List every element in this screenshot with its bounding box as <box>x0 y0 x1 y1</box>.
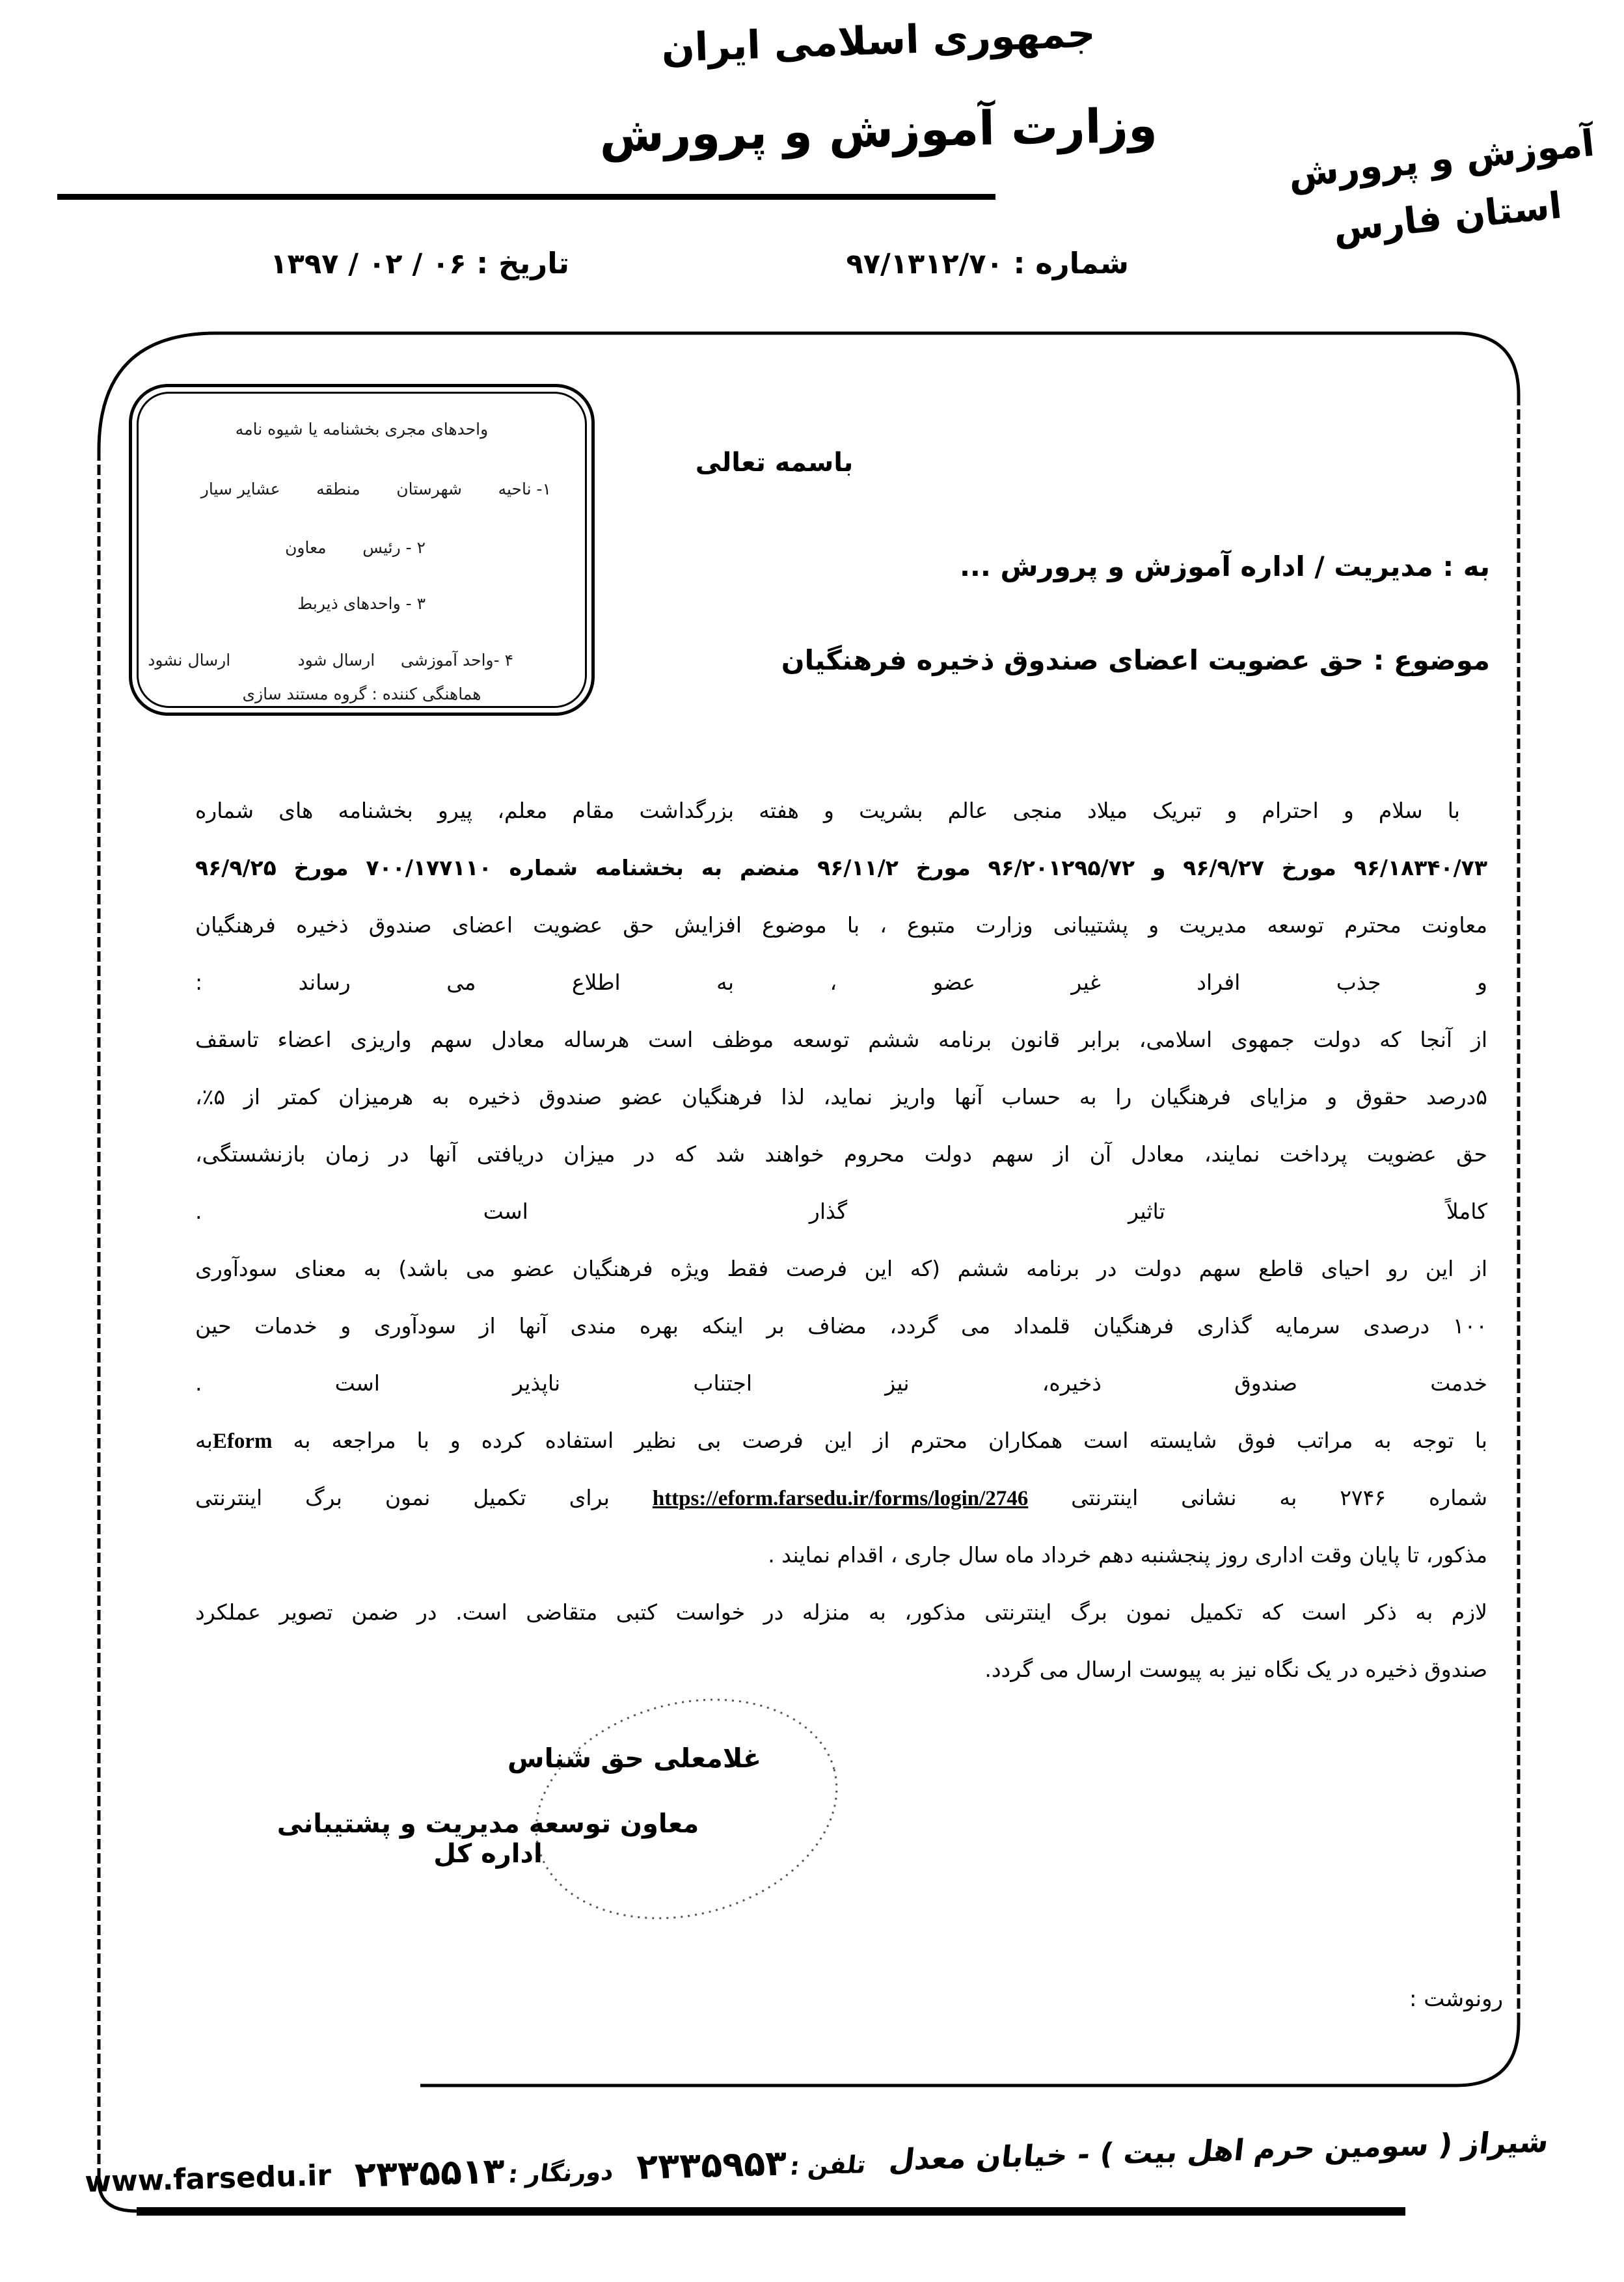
letter-number <box>846 246 1130 280</box>
letter-number-value: ۹۷/۱۳۱۲/۷۰ <box>846 248 1003 280</box>
body-line-circular-numbers: ۹۶/۱۸۳۴۰/۷۳ مورخ ۹۶/۹/۲۷ و ۹۶/۲۰۱۲۹۵/۷۲ مورخ ۹۶/۱۱/۲ منضم به بخشنامه شماره ۷۰۰/۱۷۷۱۱۰ مورخ ۹۶/۹/۲۵ <box>195 855 1487 880</box>
stamp-row-chief: ۲ - رئیس معاون <box>285 538 426 557</box>
letter-number-label: شماره : <box>1013 246 1129 280</box>
stamp-title: واحدهای مجری بخشنامه یا شیوه نامه <box>235 420 489 439</box>
ministry-title: وزارت آموزش و پرورش <box>599 98 1158 163</box>
url-line-post: برای تکمیل نمون برگ اینترنتی <box>195 1485 653 1510</box>
province-line2: استان فارس <box>1331 184 1564 251</box>
body-line: ۵درصد حقوق و مزایای فرهنگیان را به حساب آنها واریز نماید، لذا فرهنگیان عضو صندوق ذخیره به هرمیزان کمتر از ۵٪، <box>195 1084 1487 1109</box>
body-line: لازم به ذکر است که تکمیل نمون برگ اینترنتی مذکور، به منزله در خواست کتبی متقاضی است. در ضمن تصویر عملکرد <box>195 1599 1487 1625</box>
eform-url-link[interactable]: https://eform.farsedu.ir/forms/login/2746 <box>652 1487 1029 1510</box>
signatory-name: غلامعلی حق شناس <box>508 1743 761 1774</box>
footer-fax-label: دورنگار : <box>506 2157 615 2188</box>
eform-system-name: Eform <box>212 1430 273 1453</box>
body-line: صندوق ذخیره در یک نگاه نیز به پیوست ارسال می گردد. <box>984 1657 1487 1682</box>
letter-date <box>270 246 569 280</box>
body-line: و جذب افراد غیر عضو ، به اطلاع می رساند : <box>195 970 1487 995</box>
subject-line: موضوع : حق عضویت اعضای صندوق ذخیره فرهنگیان <box>781 644 1490 676</box>
body-line: کاملاً تاثیر گذار است . <box>195 1199 1487 1224</box>
url-line-pre: شماره ۲۷۴۶ به نشانی اینترنتی <box>1028 1485 1487 1510</box>
body-line: از آنجا که دولت جمهوی اسلامی، برابر قانون برنامه ششم توسعه موظف است هرساله معادل سهم واریزی اعضاء تاسقف <box>195 1027 1487 1052</box>
body-line: حق عضویت پرداخت نمایند، معادل آن از سهم دولت محروم خواهند شد که در میزان دریافتی آنها در زمان بازنشستگی، <box>195 1141 1487 1167</box>
letter-date-value: ۱۳۹۷ / ۰۲ / ۰۶ <box>270 248 467 280</box>
footer-phone-value: ۲۳۳۵۹۵۳ <box>636 2141 787 2188</box>
province-line1: آموزش و پرورش <box>1286 122 1597 197</box>
eform-line-pre: با توجه به مراتب فوق شایسته است همکاران محترم از این فرصت بی نظیر استفاده کرده و با مراجعه به <box>272 1428 1487 1453</box>
eform-line-post: به <box>195 1428 213 1453</box>
cc-label: رونوشت : <box>1409 1986 1503 2012</box>
footer-address: شیراز ( سومین حرم اهل بیت ) - خیابان معدل <box>887 2123 1550 2177</box>
body-line: ۱۰۰ درصدی سرمایه گذاری فرهنگیان قلمداد می گردد، مضاف بر اینکه بهره مندی آنها از سودآوری و خدمات حین <box>195 1313 1487 1338</box>
recipient-line: به : مدیریت / اداره آموزش و پرورش ... <box>959 550 1490 582</box>
stamp-row-school-unit: ۴ -واحد آموزشی ارسال شود ارسال نشود <box>148 651 513 670</box>
signatory-title: معاون توسعه مدیریت و پشتیبانی اداره کل <box>277 1809 699 1869</box>
stamp-row-related-units: ۳ - واحدهای ذیربط <box>297 594 426 613</box>
header-rule <box>57 194 995 200</box>
body-line: معاونت محترم توسعه مدیریت و پشتیبانی وزارت متبوع ، با موضوع افزایش حق عضویت اعضای صندوق ذخیره فرهنگیان <box>195 912 1487 938</box>
footer-fax-value: ۲۳۳۵۵۱۳ <box>354 2149 506 2195</box>
body-line: مذکور، تا پایان وقت اداری روز پنجشنبه دهم خرداد ماه سال جاری ، اقدام نمایند . <box>768 1542 1487 1568</box>
footer-website-link[interactable]: www.farsedu.ir <box>84 2158 332 2199</box>
stamp-coordinator: هماهنگی کننده : گروه مستند سازی <box>242 685 481 703</box>
besmellah: باسمه تعالی <box>695 448 854 478</box>
footer-fax <box>354 2147 614 2195</box>
letter-date-label: تاریخ : <box>476 246 569 280</box>
body-line-eform <box>195 1412 1487 1469</box>
letter-body <box>195 782 1487 1698</box>
body-line: از این رو احیای قاطع سهم دولت در برنامه ششم (که این فرصت فقط ویژه فرهنگیان عضو می باشد) به معنای سودآوری <box>195 1256 1487 1281</box>
stamp-row-units: ۱- ناحیه شهرستان منطقه عشایر سیار <box>200 480 551 498</box>
country-title: جمهوری اسلامی ایران <box>660 10 1096 72</box>
footer-phone-label: تلفن : <box>788 2150 868 2180</box>
body-line: خدمت صندوق ذخیره، نیز اجتناب ناپذیر است . <box>195 1370 1487 1396</box>
body-line: با سلام و احترام و تبریک میلاد منجی عالم بشریت و هفته بزرگداشت مقام معلم، پیرو بخشنامه های شماره <box>195 798 1460 823</box>
footer-phone <box>636 2139 866 2187</box>
border-bottom-right <box>420 2023 1519 2085</box>
body-line-url <box>195 1469 1487 1527</box>
routing-stamp-box <box>129 384 595 716</box>
